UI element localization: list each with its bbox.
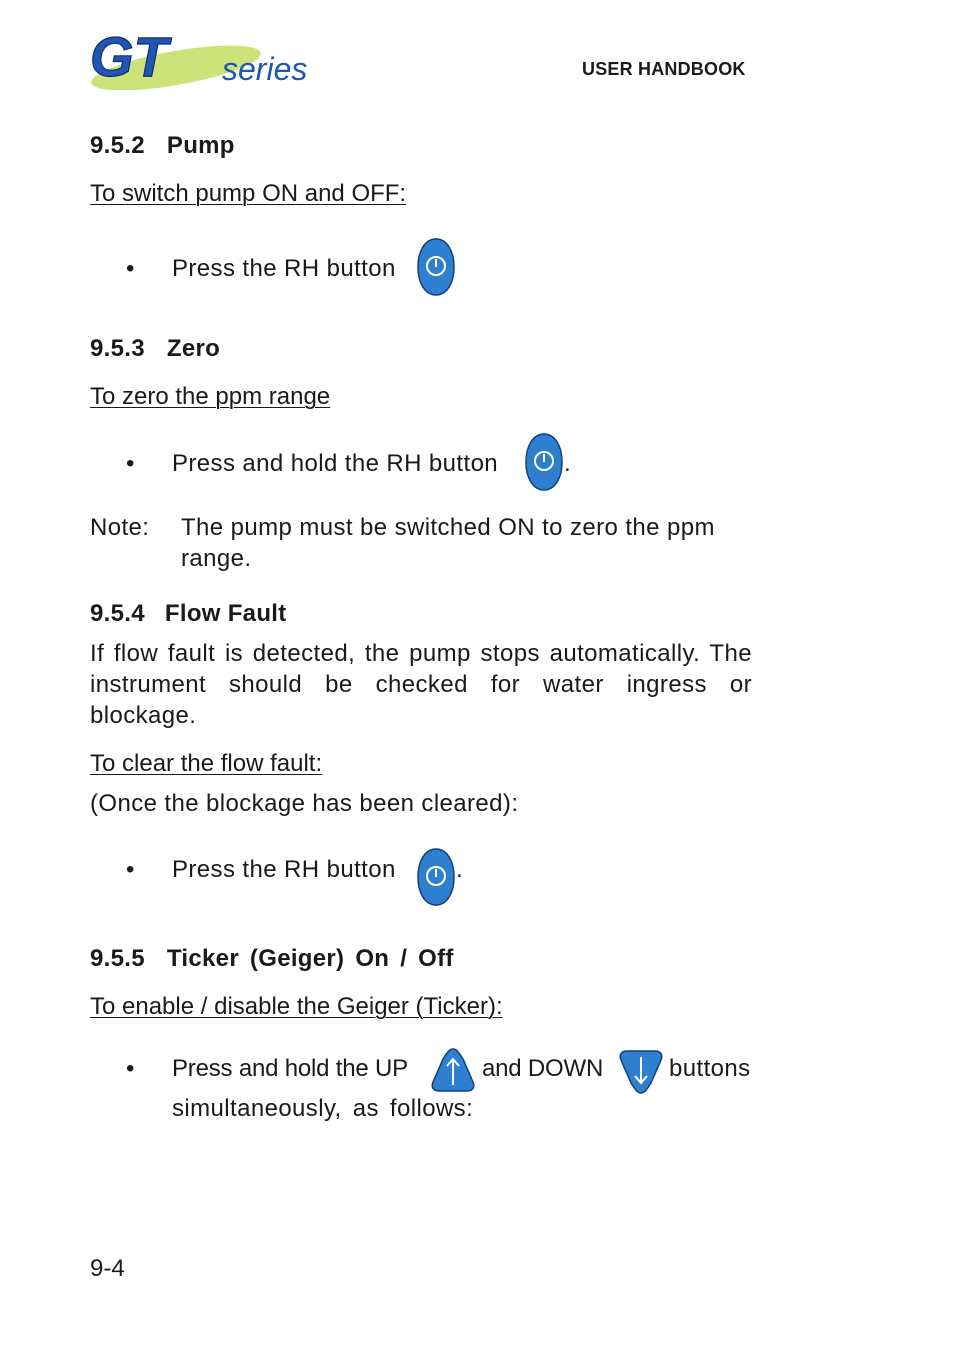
- bullet-marker: •: [126, 450, 135, 477]
- note-text-line1: The pump must be switched ON to zero the ppm: [181, 514, 715, 541]
- flow-fault-subtitle: To clear the flow fault:: [90, 750, 323, 777]
- zero-instruction: Press and hold the RH button: [172, 450, 499, 477]
- power-button-icon: [416, 847, 456, 907]
- down-arrow-button-icon: [618, 1049, 664, 1095]
- note-text-line2: range.: [181, 545, 252, 572]
- flow-fault-instruction: Press the RH button: [172, 856, 396, 883]
- section-heading-ticker: [90, 945, 454, 973]
- ticker-instruction-part3: buttons: [669, 1055, 751, 1082]
- up-arrow-button-icon: [430, 1047, 476, 1093]
- logo-mark: GT: [90, 25, 168, 88]
- flow-fault-instruction-end: .: [456, 856, 464, 883]
- bullet-marker: •: [126, 856, 135, 883]
- flow-fault-paragraph: If flow fault is detected, the pump stops automatically. The instrument should be checked for water ingress or blockage.: [90, 640, 752, 729]
- section-title: Flow Fault: [164, 600, 287, 627]
- section-number: 9.5.5: [90, 945, 145, 972]
- power-button-icon: [416, 237, 456, 297]
- section-number: 9.5.4: [90, 600, 145, 627]
- note-label: Note:: [90, 514, 150, 541]
- page-number: 9-4: [90, 1255, 125, 1282]
- ticker-subtitle: To enable / disable the Geiger (Ticker):: [90, 993, 503, 1020]
- section-title: Zero: [166, 335, 221, 362]
- bullet-marker: •: [126, 255, 135, 282]
- ticker-instruction-line2: simultaneously, as follows:: [172, 1095, 474, 1122]
- bullet-marker: •: [126, 1055, 135, 1082]
- section-heading-zero: [90, 335, 220, 363]
- section-number: 9.5.2: [90, 132, 145, 159]
- ticker-instruction-part2: and DOWN: [482, 1055, 604, 1082]
- pump-instruction: Press the RH button: [172, 255, 396, 282]
- zero-instruction-end: .: [564, 450, 572, 477]
- logo-word: series: [222, 51, 308, 87]
- zero-subtitle: To zero the ppm range: [90, 383, 331, 410]
- power-button-icon: [524, 432, 564, 492]
- ticker-instruction-part1: Press and hold the UP: [172, 1055, 408, 1082]
- section-number: 9.5.3: [90, 335, 145, 362]
- flow-fault-condition: (Once the blockage has been cleared):: [90, 790, 519, 817]
- section-title: Ticker (Geiger) On / Off: [166, 945, 454, 972]
- handbook-title: USER HANDBOOK: [582, 59, 746, 79]
- pump-subtitle: To switch pump ON and OFF:: [90, 180, 407, 207]
- section-heading-pump: [90, 132, 235, 160]
- section-title: Pump: [166, 132, 235, 159]
- gt-series-logo: [88, 24, 320, 90]
- section-heading-flow-fault: [90, 600, 287, 628]
